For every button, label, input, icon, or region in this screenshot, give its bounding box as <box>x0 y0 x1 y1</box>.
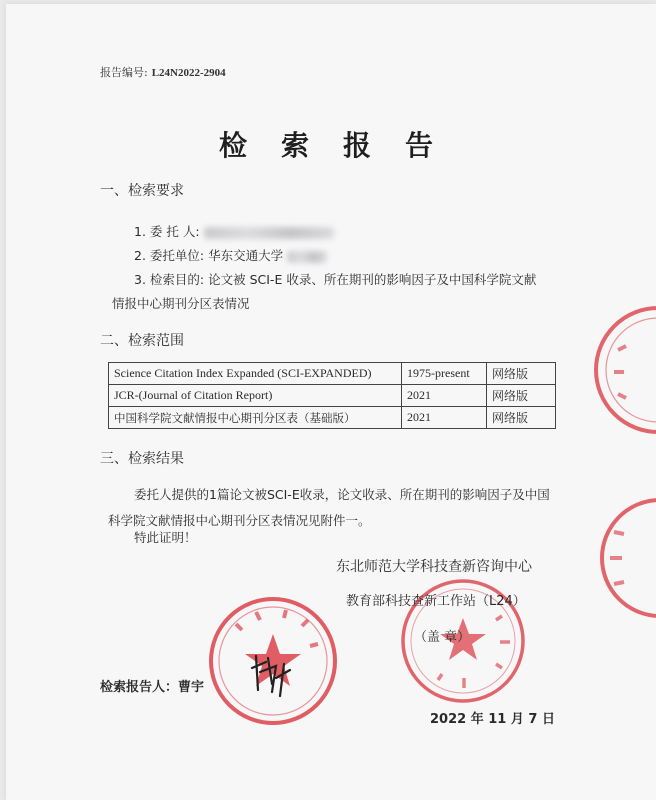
table-cell: 网络版 <box>487 363 556 385</box>
seal-stamp-right-top <box>588 300 656 440</box>
seal-stamp-right-bottom <box>600 492 656 632</box>
table-cell: JCR-(Journal of Citation Report) <box>109 385 402 407</box>
purpose-label: 3. 检索目的: <box>134 272 205 287</box>
table-row <box>109 363 556 385</box>
issuer-org-1: 东北师范大学科技查新咨询中心 <box>336 559 532 575</box>
report-date: 2022 年 11 月 7 日 <box>430 712 555 727</box>
purpose-line <box>134 270 536 288</box>
page-title: 检索报告 <box>218 129 467 162</box>
table-cell: 1975-present <box>402 363 487 385</box>
report-number <box>100 64 226 80</box>
section-results-heading: 三、检索结果 <box>100 451 184 467</box>
purpose-text-1: 论文被 SCI-E 收录、所在期刊的影响因子及中国科学院文献 <box>208 272 537 287</box>
table-cell: 2021 <box>402 385 487 407</box>
unit-value: 华东交通大学 <box>208 248 284 263</box>
redacted-client-name <box>204 227 334 239</box>
redacted-unit-detail <box>287 251 327 263</box>
issuer-org-2: 教育部科技查新工作站（L24） <box>346 594 526 609</box>
unit-line <box>134 246 327 264</box>
table-cell: 网络版 <box>487 385 556 407</box>
section-scope-heading: 二、检索范围 <box>100 333 184 349</box>
table-row <box>109 385 556 407</box>
results-paragraph <box>108 482 568 534</box>
section-requirements-heading: 一、检索要求 <box>100 183 184 199</box>
proof-statement: 特此证明！ <box>134 530 197 545</box>
table-cell: 2021 <box>402 407 487 429</box>
table-row <box>109 407 556 429</box>
report-number-label: 报告编号: <box>100 66 148 79</box>
report-number-value: L24N2022-2904 <box>151 67 226 79</box>
signature-icon <box>246 650 296 700</box>
table-cell: 网络版 <box>487 407 556 429</box>
scope-table <box>108 362 556 429</box>
purpose-text-2: 情报中心期刊分区表情况 <box>112 296 250 311</box>
unit-label: 2. 委托单位: <box>134 248 205 263</box>
client-label: 1. 委 托 人: <box>134 224 200 239</box>
seal-label: （盖 章） <box>414 630 471 645</box>
reporter: 检索报告人：曹宇 <box>100 680 205 695</box>
results-line-1: 委托人提供的1篇论文被SCI-E收录，论文收录、所在期刊的影响因子及中国 <box>134 487 550 502</box>
table-cell: Science Citation Index Expanded (SCI-EXPANDED) <box>109 363 402 385</box>
table-cell: 中国科学院文献情报中心期刊分区表（基础版） <box>109 407 402 429</box>
client-line <box>134 222 334 240</box>
results-line-2: 科学院文献情报中心期刊分区表情况见附件一。 <box>108 513 371 528</box>
